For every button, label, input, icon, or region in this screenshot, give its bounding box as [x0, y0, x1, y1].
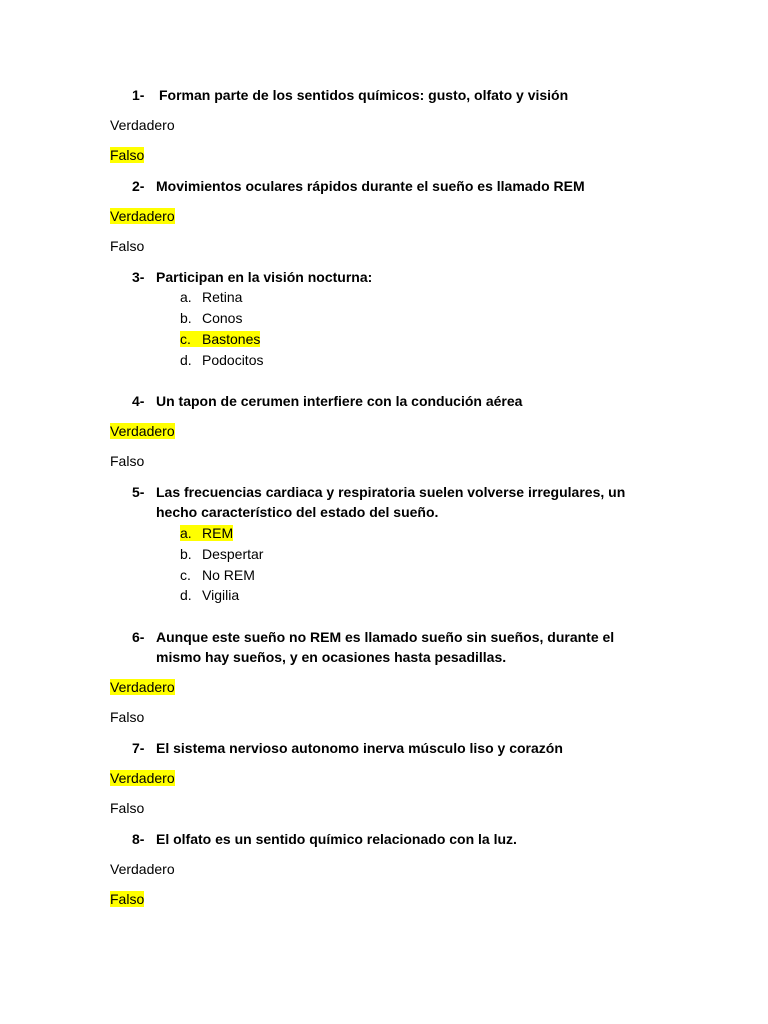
- option-label: REM: [202, 525, 234, 541]
- option-letter: b.: [180, 546, 192, 562]
- question-number: 4-: [132, 393, 145, 409]
- option-item: [180, 566, 255, 584]
- highlight-mark: Verdadero: [110, 208, 175, 224]
- highlight-mark: [180, 331, 260, 347]
- option-letter: d.: [180, 352, 192, 368]
- question-text-line-2: hecho característico del estado del sueño.: [156, 504, 439, 520]
- option-label: Vigilia: [202, 587, 240, 603]
- question-8: [132, 829, 517, 849]
- question-text: Participan en la visión nocturna:: [156, 269, 373, 285]
- question-7: [132, 738, 563, 758]
- highlight-mark: Verdadero: [110, 770, 175, 786]
- question-number: 3-: [132, 269, 145, 285]
- answer-option-highlighted: [110, 146, 144, 164]
- option-label: Conos: [202, 310, 243, 326]
- question-number: 8-: [132, 831, 145, 847]
- question-text: El olfato es un sentido químico relacionado con la luz.: [156, 831, 517, 847]
- option-letter: c.: [180, 331, 191, 347]
- question-text-line-1: Las frecuencias cardiaca y respiratoria suelen volverse irregulares, un: [156, 484, 626, 500]
- option-item: [180, 351, 263, 369]
- highlight-mark: Verdadero: [110, 423, 175, 439]
- answer-option-highlighted: [110, 890, 144, 908]
- question-number: 7-: [132, 740, 145, 756]
- question-text: El sistema nervioso autonomo inerva músculo liso y corazón: [156, 740, 563, 756]
- question-number: 5-: [132, 484, 145, 500]
- option-letter: a.: [180, 525, 192, 541]
- option-item: [180, 309, 242, 327]
- answer-option-highlighted: [110, 769, 175, 787]
- option-letter: b.: [180, 310, 192, 326]
- option-item: [180, 545, 263, 563]
- answer-option: Falso: [110, 453, 145, 469]
- question-text: Un tapon de cerumen interfiere con la condución aérea: [156, 393, 523, 409]
- option-item: [180, 288, 242, 306]
- answer-option-highlighted: [110, 678, 175, 696]
- answer-option: Falso: [110, 800, 145, 816]
- answer-option-highlighted: [110, 207, 175, 225]
- option-item: [180, 586, 239, 604]
- question-number: 2-: [132, 178, 145, 194]
- highlight-mark: Falso: [110, 891, 145, 907]
- answer-option-highlighted: [110, 422, 175, 440]
- answer-option: Falso: [110, 238, 145, 254]
- question-number: 6-: [132, 629, 145, 645]
- question-2: [132, 176, 585, 196]
- option-letter: d.: [180, 587, 192, 603]
- option-label: Retina: [202, 289, 243, 305]
- question-text-line-1: Aunque este sueño no REM es llamado sueño sin sueños, durante el: [156, 629, 615, 645]
- question-text: Forman parte de los sentidos químicos: gusto, olfato y visión: [159, 87, 569, 103]
- question-4: [132, 391, 522, 411]
- answer-option: Verdadero: [110, 117, 175, 133]
- highlight-mark: [180, 525, 233, 541]
- question-5: [132, 482, 626, 520]
- answer-option: Falso: [110, 709, 145, 725]
- question-3: [132, 267, 372, 287]
- option-letter: a.: [180, 289, 192, 305]
- option-item-highlighted: [180, 330, 260, 348]
- question-text-line-2: mismo hay sueños, y en ocasiones hasta pesadillas.: [156, 649, 507, 665]
- question-6: [132, 627, 615, 665]
- option-letter: c.: [180, 567, 191, 583]
- question-text: Movimientos oculares rápidos durante el sueño es llamado REM: [156, 178, 585, 194]
- answer-option: Verdadero: [110, 861, 175, 877]
- option-label: Podocitos: [202, 352, 264, 368]
- question-1: [132, 85, 568, 105]
- option-label: Bastones: [202, 331, 261, 347]
- option-label: Despertar: [202, 546, 264, 562]
- option-label: No REM: [202, 567, 255, 583]
- option-item-highlighted: [180, 524, 233, 542]
- highlight-mark: Falso: [110, 147, 145, 163]
- highlight-mark: Verdadero: [110, 679, 175, 695]
- question-number: 1-: [132, 87, 145, 103]
